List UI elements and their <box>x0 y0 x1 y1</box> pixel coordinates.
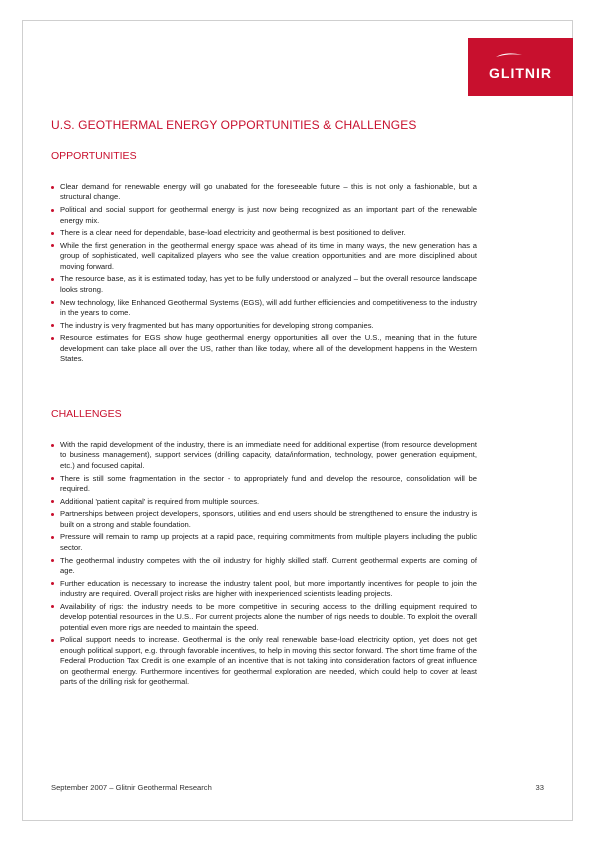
list-item: There is a clear need for dependable, base-load electricity and geothermal is best positioned to deliver. <box>51 228 477 238</box>
list-item: Resource estimates for EGS show huge geothermal energy opportunities all over the U.S., meaning that in the future development can take place all over the US, rather than like today, where all of the development happens in the Western States. <box>51 333 477 364</box>
list-item: With the rapid development of the industry, there is an immediate need for additional expertise (from resource development to business management), support services (drilling capacity, data/information, technology, power generation equipment, etc.) and focused capital. <box>51 440 477 471</box>
list-item: Partnerships between project developers, sponsors, utilities and end users should be strengthened to ensure the industry is built on a strong and stable foundation. <box>51 509 477 530</box>
list-item: Political and social support for geothermal energy is just now being recognized as an important part of the renewable energy mix. <box>51 205 477 226</box>
logo-text: GLITNIR <box>489 65 552 81</box>
list-item: The resource base, as it is estimated today, has yet to be fully understood or analyzed – but the overall resource landscape looks strong. <box>51 274 477 295</box>
opportunities-heading: OPPORTUNITIES <box>51 150 137 162</box>
list-item: New technology, like Enhanced Geothermal Systems (EGS), will add further efficiencies and competitiveness to the industry in the years to come. <box>51 298 477 319</box>
page-title: U.S. GEOTHERMAL ENERGY OPPORTUNITIES & CHALLENGES <box>51 118 417 132</box>
logo-wing-icon <box>496 52 522 58</box>
list-item: There is still some fragmentation in the sector - to appropriately fund and develop the resource, consolidation will be required. <box>51 474 477 495</box>
list-item: Additional 'patient capital' is required from multiple sources. <box>51 497 477 507</box>
list-item: Polical support needs to increase. Geothermal is the only real renewable base-load electricity option, yet does not get enough political support, e.g. through favorable incentives, to help in moving this sector forward. The short time frame of the Federal Production Tax Credit is one example of an incentive that is not taking into consideration factors of great influence on geothermal energy. Furthermore incentives for geothermal exploration are needed, which could help to cover at least parts of the drilling risk for geothermal. <box>51 635 477 687</box>
challenges-heading: CHALLENGES <box>51 408 122 420</box>
list-item: Pressure will remain to ramp up projects at a rapid pace, requiring commitments from multiple players including the public sector. <box>51 532 477 553</box>
page-number: 33 <box>535 783 544 792</box>
list-item: The geothermal industry competes with the oil industry for highly skilled staff. Current geothermal experts are coming of age. <box>51 556 477 577</box>
list-item: While the first generation in the geothermal energy space was ahead of its time in many ways, the new generation has a group of sophisticated, well capitalized players who see the value creation opportunities and are more disciplined about moving forward. <box>51 241 477 272</box>
glitnir-logo <box>468 38 573 96</box>
list-item: Availability of rigs: the industry needs to be more competitive in securing access to the drilling equipment required to develop potential resources in the U.S.. For current projects alone the number of rigs needs to double. To exploit the overall potential even more rigs are needed to maintain the speed. <box>51 602 477 633</box>
opportunities-list <box>51 182 477 367</box>
list-item: The industry is very fragmented but has many opportunities for developing strong companies. <box>51 321 477 331</box>
challenges-list <box>51 440 477 690</box>
footer-text: September 2007 – Glitnir Geothermal Research <box>51 783 212 792</box>
list-item: Clear demand for renewable energy will go unabated for the foreseeable future – this is not only a fashionable, but a structural change. <box>51 182 477 203</box>
page-frame <box>22 20 573 821</box>
list-item: Further education is necessary to increase the industry talent pool, but more importantly incentives for people to join the industry are required. Overall project risks are higher with inexperienced scientists leading projects. <box>51 579 477 600</box>
